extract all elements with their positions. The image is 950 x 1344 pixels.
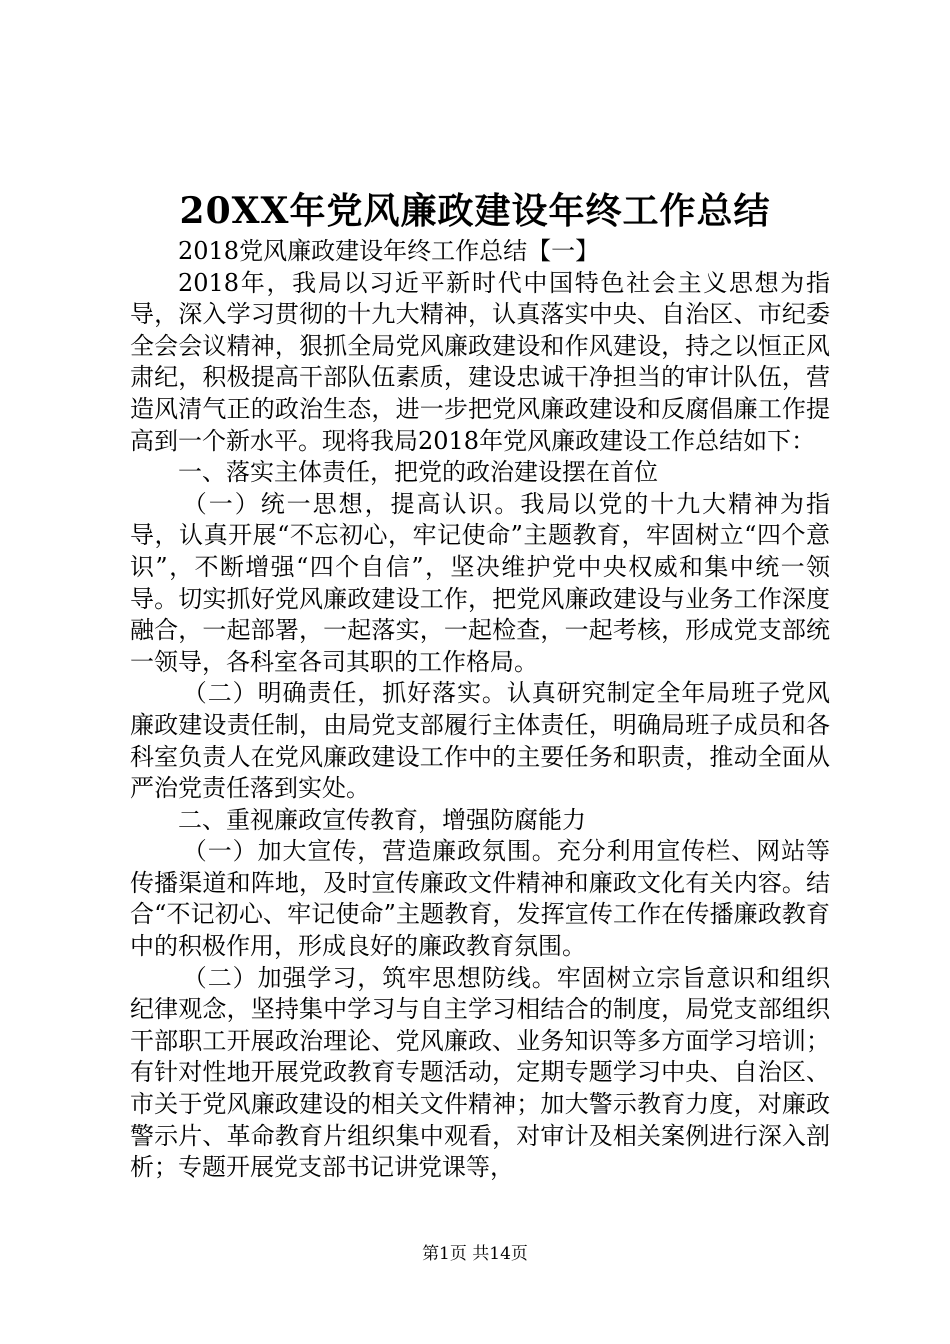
paragraph-section-2-item-2: （二）加强学习，筑牢思想防线。牢固树立宗旨意识和组织纪律观念，坚持集中学习与自主学习相结合的制度，局党支部组织干部职工开展政治理论、党风廉政、业务知识等多方面学习培训；有针对性地开展党政教育专题活动，定期专题学习中央、自治区、市关于党风廉政建设的相关文件精神；加大警示教育力度，对廉政警示片、革命教育片组织集中观看，对审计及相关案例进行深入剖析；专题开展党支部书记讲党课等，	[130, 963, 830, 1182]
paragraph-subtitle: 2018党风廉政建设年终工作总结【一】	[178, 237, 600, 265]
document-title: 20XX年党风廉政建设年终工作总结	[179, 190, 771, 232]
document-body	[130, 236, 830, 1184]
paragraph-section-1-item-2: （二）明确责任，抓好落实。认真研究制定全年局班子党风廉政建设责任制，由局党支部履行主体责任，明确局班子成员和各科室负责人在党风廉政建设工作中的主要任务和职责，推动全面从严治党责任落到实处。	[130, 679, 830, 803]
paragraph-section-1-item-1: （一）统一思想，提高认识。我局以党的十九大精神为指导，认真开展“不忘初心，牢记使命”主题教育，牢固树立“四个意识”，不断增强“四个自信”，坚决维护党中央权威和集中统一领导。切实抓好党风廉政建设工作，把党风廉政建设与业务工作深度融合，一起部署，一起落实，一起检查，一起考核，形成党支部统一领导，各科室各司其职的工作格局。	[130, 489, 830, 676]
paragraph-intro: 2018年，我局以习近平新时代中国特色社会主义思想为指导，深入学习贯彻的十九大精神，认真落实中央、自治区、市纪委全会会议精神，狠抓全局党风廉政建设和作风建设，持之以恒正风肃纪，积极提高干部队伍素质，建设忠诚干净担当的审计队伍，营造风清气正的政治生态，进一步把党风廉政建设和反腐倡廉工作提高到一个新水平。现将我局2018年党风廉政建设工作总结如下：	[130, 268, 830, 455]
page-number-footer: 第1页 共14页	[422, 1244, 528, 1264]
paragraph-section-2-item-1: （一）加大宣传，营造廉政氛围。充分利用宣传栏、网站等传播渠道和阵地，及时宣传廉政文件精神和廉政文化有关内容。结合“不记初心、牢记使命”主题教育，发挥宣传工作在传播廉政教育中的积极作用，形成良好的廉政教育氛围。	[130, 837, 830, 961]
heading-section-1: 一、落实主体责任，把党的政治建设摆在首位	[178, 458, 658, 487]
heading-section-2: 二、重视廉政宣传教育，增强防腐能力	[178, 805, 586, 834]
